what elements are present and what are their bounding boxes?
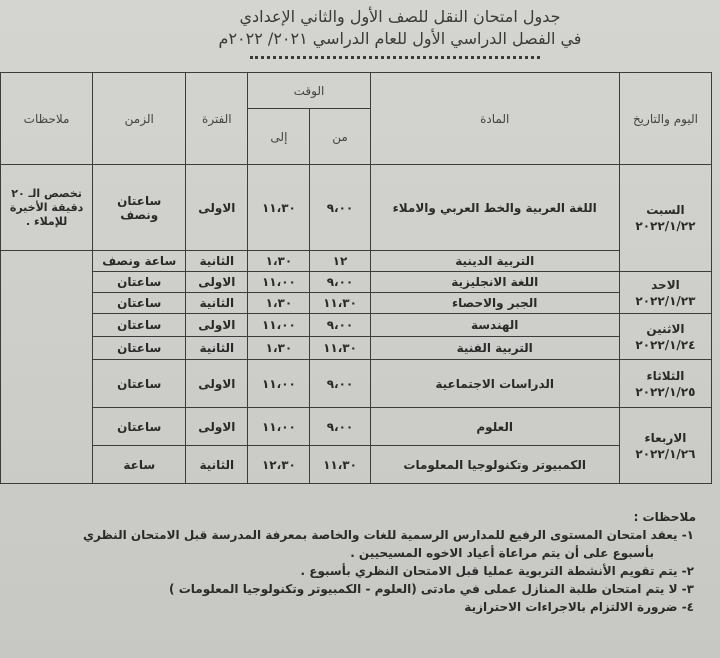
to-cell: ١،٣٠ xyxy=(248,337,310,360)
period-cell: الاولى xyxy=(186,272,248,293)
period-cell: الثانية xyxy=(186,251,248,272)
from-cell: ٩،٠٠ xyxy=(310,272,370,293)
to-cell: ١١،٠٠ xyxy=(248,272,310,293)
subject-cell: التربية الدينية xyxy=(370,251,619,272)
note-1-continued: بأسبوع على أن يتم مراعاة أعياد الاخوه المسيحيين . xyxy=(350,546,654,560)
period-cell: الثانية xyxy=(186,446,248,484)
table-row xyxy=(1,293,712,314)
table-row xyxy=(1,360,712,408)
from-cell: ١٢ xyxy=(310,251,370,272)
table-row xyxy=(1,408,712,446)
subject-cell: الهندسة xyxy=(370,314,619,337)
note-3: ٣- لا يتم امتحان طلبة المنازل عملى في مادتى (العلوم - الكمبيوتر وتكنولوجيا المعلومات ) xyxy=(169,582,694,596)
to-cell: ١١،٠٠ xyxy=(248,408,310,446)
duration-cell: ساعتان xyxy=(93,293,186,314)
duration-cell: ساعتان xyxy=(93,360,186,408)
to-cell: ١،٣٠ xyxy=(248,251,310,272)
to-cell: ١١،٣٠ xyxy=(248,165,310,251)
row-note: تخصص الـ ٢٠ دقيقة الأخيرة للإملاء . xyxy=(1,165,93,251)
header-underline xyxy=(250,56,540,59)
day-cell: السبت ٢٠٢٢/١/٢٢ xyxy=(619,165,711,272)
from-cell: ١١،٣٠ xyxy=(310,293,370,314)
table-row xyxy=(1,272,712,293)
header-title: جدول امتحان النقل للصف الأول والثاني الإعدادي xyxy=(239,7,561,26)
from-cell: ١١،٣٠ xyxy=(310,446,370,484)
from-cell: ٩،٠٠ xyxy=(310,408,370,446)
header-duration: الزمن xyxy=(93,73,186,165)
table-row xyxy=(1,165,712,251)
note-2: ٢- يتم تقويم الأنشطة التربوية عمليا قبل الامتحان النظري بأسبوع . xyxy=(300,564,694,578)
document-header xyxy=(120,6,680,50)
period-cell: الثانية xyxy=(186,293,248,314)
header-subtitle: في الفصل الدراسي الأول للعام الدراسي ٢٠٢١/ ٢٠٢٢م xyxy=(218,29,582,48)
day-cell: الاحد ٢٠٢٢/١/٢٣ xyxy=(619,272,711,314)
duration-cell: ساعة ونصف xyxy=(93,251,186,272)
subject-cell: الكمبيوتر وتكنولوجيا المعلومات xyxy=(370,446,619,484)
period-cell: الاولى xyxy=(186,408,248,446)
notes-section xyxy=(2,508,714,616)
from-cell: ٩،٠٠ xyxy=(310,360,370,408)
duration-cell: ساعتان ونصف xyxy=(93,165,186,251)
table-row xyxy=(1,337,712,360)
to-cell: ١١،٠٠ xyxy=(248,314,310,337)
header-to: إلى xyxy=(248,109,310,165)
header-day: اليوم والتاريخ xyxy=(619,73,711,165)
day-cell: الثلاثاء ٢٠٢٢/١/٢٥ xyxy=(619,360,711,408)
subject-cell: الجبر والاحصاء xyxy=(370,293,619,314)
period-cell: الاولى xyxy=(186,360,248,408)
subject-cell: اللغة العربية والخط العربي والاملاء xyxy=(370,165,619,251)
from-cell: ٩،٠٠ xyxy=(310,165,370,251)
header-notes: ملاحظات xyxy=(1,73,93,165)
duration-cell: ساعة xyxy=(93,446,186,484)
from-cell: ٩،٠٠ xyxy=(310,314,370,337)
empty-note-cell xyxy=(1,251,93,484)
period-cell: الثانية xyxy=(186,337,248,360)
header-subject: المادة xyxy=(370,73,619,165)
subject-cell: التربية الفنية xyxy=(370,337,619,360)
duration-cell: ساعتان xyxy=(93,272,186,293)
period-cell: الاولى xyxy=(186,314,248,337)
from-cell: ١١،٣٠ xyxy=(310,337,370,360)
subject-cell: الدراسات الاجتماعية xyxy=(370,360,619,408)
period-cell: الاولى xyxy=(186,165,248,251)
subject-cell: العلوم xyxy=(370,408,619,446)
to-cell: ١٢،٣٠ xyxy=(248,446,310,484)
header-period: الفترة xyxy=(186,73,248,165)
to-cell: ١،٣٠ xyxy=(248,293,310,314)
note-1: ١- يعقد امتحان المستوى الرفيع للمدارس الرسمية للغات والخاصة بمعرفة المدرسة قبل الامتحان النظري xyxy=(83,528,694,542)
header-from: من xyxy=(310,109,370,165)
table-row xyxy=(1,314,712,337)
to-cell: ١١،٠٠ xyxy=(248,360,310,408)
header-time: الوقت xyxy=(248,73,370,109)
notes-heading: ملاحظات : xyxy=(633,510,696,524)
duration-cell: ساعتان xyxy=(93,337,186,360)
note-4: ٤- ضرورة الالتزام بالاجراءات الاحترازية xyxy=(464,600,694,614)
duration-cell: ساعتان xyxy=(93,314,186,337)
day-cell: الاربعاء ٢٠٢٢/١/٢٦ xyxy=(619,408,711,484)
table-row xyxy=(1,251,712,272)
subject-cell: اللغة الانجليزية xyxy=(370,272,619,293)
day-cell: الاثنين ٢٠٢٢/١/٢٤ xyxy=(619,314,711,360)
table-row xyxy=(1,446,712,484)
duration-cell: ساعتان xyxy=(93,408,186,446)
exam-schedule-table xyxy=(0,72,712,484)
